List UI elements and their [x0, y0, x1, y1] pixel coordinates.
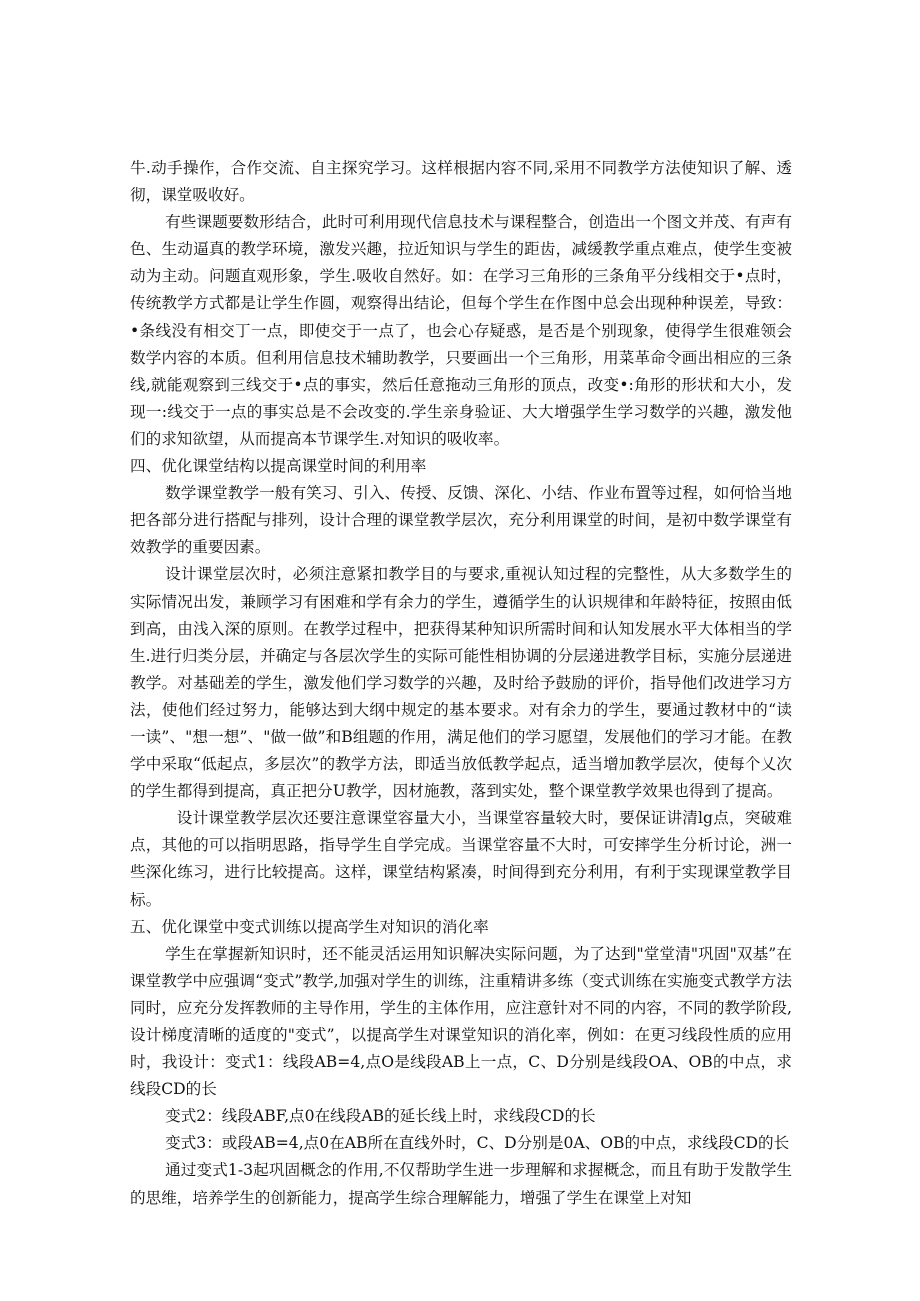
- paragraph-class-capacity: 设计课堂教学层次还要注意课堂容量大小，当课堂容量较大时，要保证讲清lg点，突破难点，其他的可以指明思路，指导学生自学完成。当课堂容量不大时，可安摔学生分析讨论，洲一些深化练习，进行比较提高。这样，课堂结构紧凑，时间得到充分利用，有利于实现课堂教学目标。: [130, 809, 792, 909]
- paragraph-variant-3: 变式3：或段AB=4,点0在AB所在直线外时，C、D分别是0A、OB的中点，求线段CD的长: [165, 1134, 790, 1153]
- section-heading-5: 五、优化课堂中变式训练以提高学生对知识的消化率: [130, 917, 489, 936]
- section-heading-4: 四、优化课堂结构以提高课堂时间的利用率: [130, 457, 427, 476]
- paragraph-variant-summary: 通过变式1-3起巩固概念的作用,不仅帮助学生进一步理解和求握概念，而且有助于发散学生的思维，培养学生的创新能力，提高学生综合理解能力，增强了学生在课堂上对知: [130, 1161, 792, 1207]
- paragraph-continuation: 牛.动手操作，合作交流、自主探究学习。这样根据内容不同,采用不同教学方法使知识了解、透彻，课堂吸收好。: [130, 159, 792, 205]
- paragraph-variant-training: 学生在掌握新知识时，还不能灵活运用知识解决实际问题，为了达到"堂堂清"巩固"双基”在课堂教学中应强调“变式”教学,加强对学生的训练，注重精讲多练（变式训练在实施变式教学方法同时，应充分发挥教师的主导作用，学生的主体作用，应注意针对不同的内容，不同的教学阶段,设计梯度清晰的适度的"变式”，以提高学生对课堂知识的消化率，例如：在更习线段性质的应用时，我设计：变式1：线段AB=4,点O是线段AB上一点，C、D分别是线段OA、OB的中点，求线段CD的长: [130, 944, 792, 1099]
- document-body: [130, 155, 792, 1212]
- paragraph-information-technology: 有些课题要数形结合，此时可利用现代信息技术与课程整合，创造出一个图文并茂、有声有色、生动逼真的教学环境，激发兴趣，拉近知识与学生的距齿，减缓教学重点难点，使学生变被动为主动。问题直观形象，学生.吸收自然好。如：在学习三角形的三条角平分线相交于•点时，传统教学方式都是让学生作圆，观察得出结论，但每个学生在作图中总会出现种种误差，导致：•条线没有相交丁一点，即使交于一点了，也会心存疑惑，是否是个别现象，使得学生很难领会数学内容的本质。但利用信息技术辅助教学，只要画出一个三角形，用菜革命令画出相应的三条线,就能观察到三线交于•点的事实，然后任意拖动三角形的顶点，改变•:角形的形状和大小，发现一:线交于一点的事实总是不会改变的.学生亲身验证、大大增强学生学习数学的兴趣，激发他们的求知欲望，从而提高本节课学生.对知识的吸收率。: [130, 213, 792, 448]
- paragraph-variant-2: 变式2：线段ABF,点0在线段AB的延长线上时，求线段CD的长: [165, 1107, 596, 1126]
- paragraph-class-levels: 设计课堂层次时，必须注意紧扣教学目的与要求,重视认知过程的完整性，从大多数学生的实际情况出发，兼顾学习有困难和学有余力的学生，遵循学生的认识规律和年龄特征，按照由低到高，由浅入深的原则。在教学过程中，把获得某种知识所需时间和认知发展水平大体相当的学生.进行归类分层，并确定与各层次学生的实际可能性相协调的分层递进教学目标，实施分层递进教学。对基础差的学生，激发他们学习数学的兴趣，及时给予鼓励的评价，指导他们改进学习方法，使他们经过努力，能够达到大纲中规定的基本要求。对有余力的学生，要通过教材中的“读一读”、"想一想”、"做一做”和B组题的作用，满足他们的学习愿望，发展他们的学习才能。在教学中采取“低起点，多层次”的教学方法，即适当放低教学起点，适当增加教学层次，使每个乂次的学生都得到提高，真正把分U教学，因材施教，落到实处，整个课堂教学效果也得到了提高。: [130, 565, 792, 801]
- paragraph-class-structure: 数学课堂教学一般有笑习、引入、传授、反馈、深化、小结、作业布置等过程，如何恰当地把各部分进行搭配与排列，设计合理的课堂教学层次，充分利用课堂的时间，是初中数学课堂有效教学的重要因素。: [130, 484, 792, 557]
